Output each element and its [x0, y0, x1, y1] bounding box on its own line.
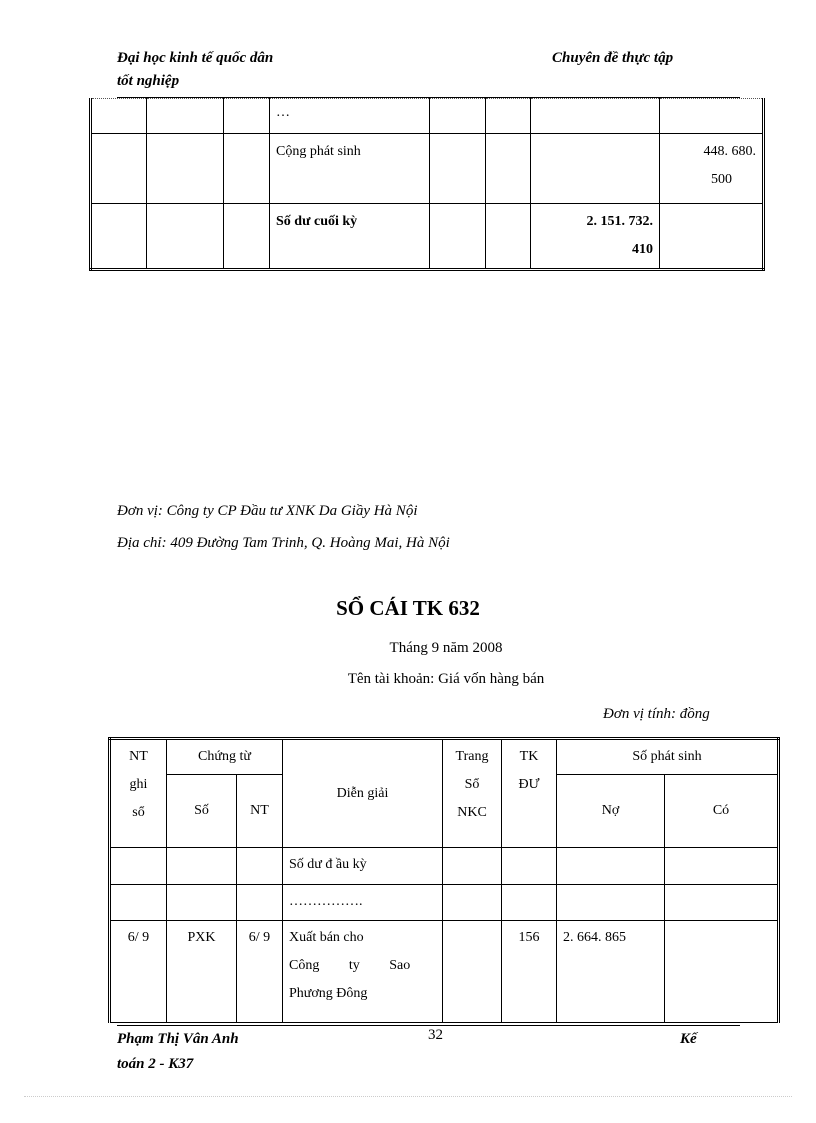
table-row [91, 134, 764, 204]
ledger-period: Tháng 9 năm 2008 [389, 640, 503, 656]
row-posting-date: 6/ 9 [110, 921, 167, 1023]
col-header-voucher-date: NT [237, 775, 283, 848]
col-header-amounts: Số phát sinh [557, 739, 779, 775]
currency-unit: Đơn vị tính: đồng [603, 706, 710, 722]
table-row [110, 885, 779, 921]
header-university: Đại học kinh tế quốc dân [117, 50, 274, 66]
credit-total-line2: 500 [711, 172, 732, 187]
row-contra-account: 156 [502, 921, 557, 1023]
col-header-contra-account [502, 739, 557, 848]
company-unit: Đơn vị: Công ty CP Đầu tư XNK Da Giầy Hà Nội [117, 503, 418, 519]
col-header-trang-line3: NKC [457, 805, 487, 820]
col-header-nt-line3: sổ [132, 805, 145, 820]
ledger-title: SỔ CÁI TK 632 [336, 596, 480, 620]
company-address: Địa chỉ: 409 Đường Tam Trinh, Q. Hoàng Mai, Hà Nội [117, 535, 450, 551]
col-header-journal-page [443, 739, 502, 848]
closing-balance-debit [531, 204, 660, 270]
row-debit: 2. 664. 865 [557, 921, 665, 1023]
col-header-voucher: Chứng từ [167, 739, 283, 775]
col-header-posting-date [110, 739, 167, 848]
col-header-description: Diễn giải [283, 739, 443, 848]
closing-balance-line1: 2. 151. 732. [586, 214, 653, 229]
row-voucher-date: 6/ 9 [237, 921, 283, 1023]
col-header-nt-line2: ghi [129, 777, 148, 792]
page-number: 32 [428, 1027, 443, 1043]
previous-ledger-table [89, 98, 765, 271]
row-description: Số dư cuối kỳ [270, 204, 430, 270]
col-header-nt-line1: NT [129, 749, 148, 764]
table-row [91, 99, 764, 134]
row-voucher-no: PXK [167, 921, 237, 1023]
footer-divider [117, 1025, 740, 1026]
row-description: ……………. [283, 885, 443, 921]
col-header-trang-line1: Trang [455, 749, 489, 764]
col-header-voucher-no: Số [167, 775, 237, 848]
row-description: Cộng phát sinh [270, 134, 430, 204]
desc-line2: Công ty Sao [289, 958, 411, 973]
credit-total [660, 134, 764, 204]
table-row [91, 204, 764, 270]
footer-right: Kế [680, 1031, 697, 1047]
row-credit [665, 921, 779, 1023]
credit-total-line1: 448. 680. [703, 144, 756, 159]
table-row [110, 921, 779, 1023]
header-row [110, 739, 779, 775]
row-description: … [270, 99, 430, 134]
table-row [110, 848, 779, 885]
col-header-tk-line2: ĐƯ [518, 777, 540, 792]
desc-line3: Phương Đông [289, 986, 368, 1001]
footer-line2: toán 2 - K37 [117, 1056, 194, 1072]
col-header-debit: Nợ [557, 775, 665, 848]
footer-author: Phạm Thị Vân Anh [117, 1031, 239, 1047]
row-description [283, 921, 443, 1023]
desc-line1-text: Xuất bán cho [289, 930, 364, 945]
page-bottom-rule [24, 1096, 792, 1097]
header-subtitle: tốt nghiệp [117, 73, 180, 89]
col-header-tk-line1: TK [519, 749, 539, 764]
row-description: Số dư đ ầu kỳ [283, 848, 443, 885]
header-report-type: Chuyên đề thực tập [552, 50, 674, 66]
closing-balance-line2: 410 [632, 242, 653, 257]
ledger-632-table [108, 737, 780, 1023]
desc-line1 [289, 924, 436, 952]
col-header-trang-line2: Sổ [464, 777, 480, 792]
col-header-credit: Có [665, 775, 779, 848]
ledger-account-name: Tên tài khoản: Giá vốn hàng bán [347, 671, 545, 687]
